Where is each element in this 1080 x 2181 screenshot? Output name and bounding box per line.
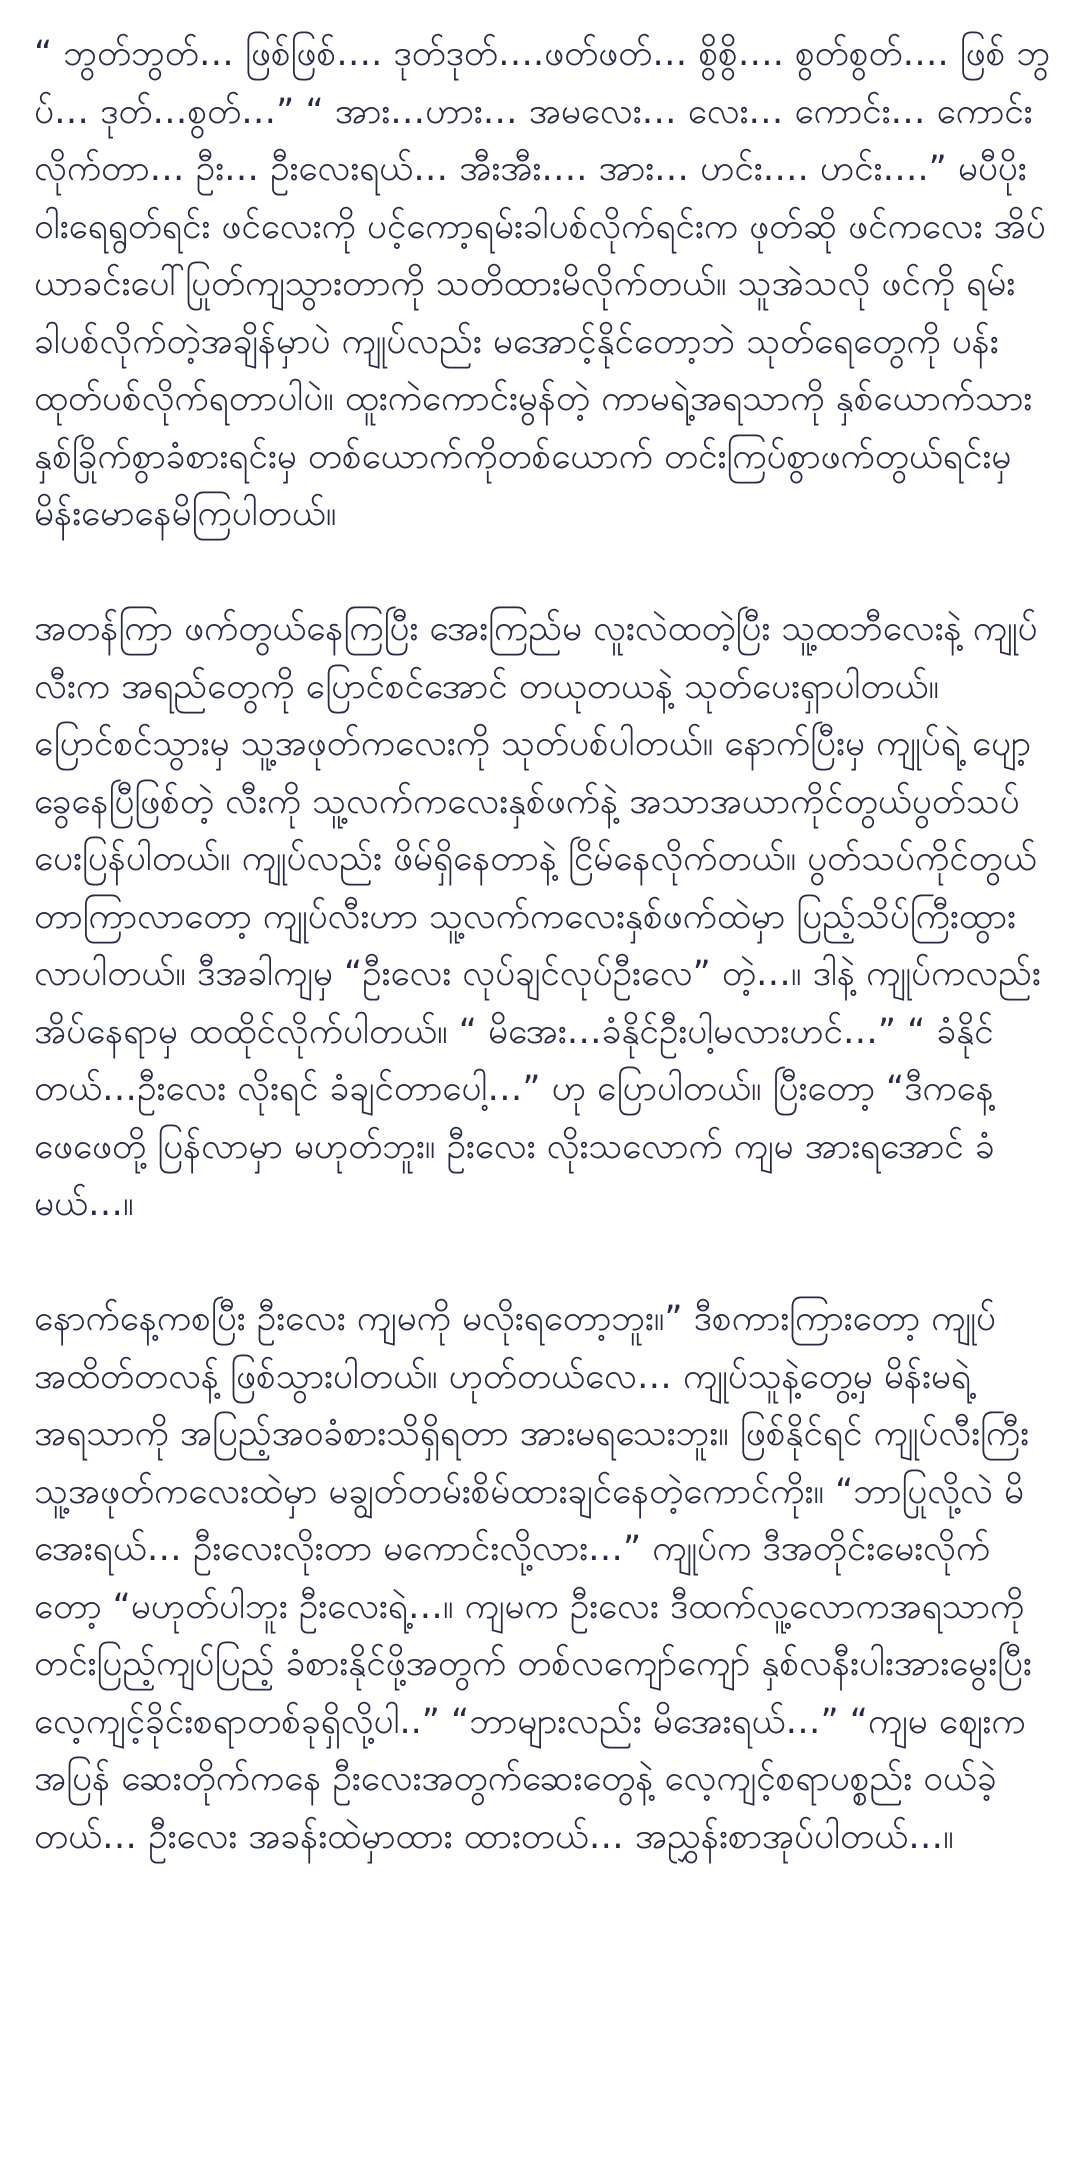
article-body: [34, 26, 1054, 1866]
paragraph-1: “ ဘွတ်ဘွတ်… ဖြစ်ဖြစ်…. ဒုတ်ဒုတ်….ဖတ်ဖတ်… စွိစွိ…. စွတ်စွတ်…. ဖြစ် ဘွပ်… ဒုတ်…စွတ်…” “ အား…ဟား… အမလေး… လေး… ကောင်း… ကောင်းလိုက်တာ… ဦး… ဦးလေးရယ်… အီးအီး…. အား… ဟင်း…. ဟင်း….” မပီပိုးဝါးရေရွတ်ရင်း ဖင်လေးကို ပင့်ကော့ရမ်းခါပစ်လိုက်ရင်းက ဖုတ်ဆို ဖင်ကလေး အိပ်ယာခင်းပေါ်ပြုတ်ကျသွားတာကို သတိထားမိလိုက်တယ်။ သူအဲသလို ဖင်ကို ရမ်းခါပစ်လိုက်တဲ့အချိန်မှာပဲ ကျုပ်လည်း မအောင့်နိုင်တော့ဘဲ သုတ်ရေတွေကို ပန်းထုတ်ပစ်လိုက်ရတာပါပဲ။ ထူးကဲကောင်းမွန်တဲ့ ကာမရဲ့အရသာကို နှစ်ယောက်သား နှစ်ခြိုက်စွာခံစားရင်းမှ တစ်ယောက်ကိုတစ်ယောက် တင်းကြပ်စွာဖက်တွယ်ရင်းမှ မိန်းမောနေမိကြပါတယ်။: [34, 34, 1051, 534]
paragraph-2: အတန်ကြာ ဖက်တွယ်နေကြပြီး အေးကြည်မ လူးလဲထတဲ့ပြီး သူ့ထဘီလေးနဲ့ ကျုပ်လီးက အရည်တွေကို ပြောင်စင်အောင် တယုတယနဲ့ သုတ်ပေးရှာပါတယ်။ ပြောင်စင်သွားမှ သူ့အဖုတ်ကလေးကို သုတ်ပစ်ပါတယ်။ နောက်ပြီးမှ ကျုပ်ရဲ့ ပျော့ခွေနေပြီဖြစ်တဲ့ လီးကို သူ့လက်ကလေးနှစ်ဖက်နဲ့ အသာအယာကိုင်တွယ်ပွတ်သပ်ပေးပြန်ပါတယ်။ ကျုပ်လည်း ဖိမ်ရှိနေတာနဲ့ ငြိမ်နေလိုက်တယ်။ ပွတ်သပ်ကိုင်တွယ်တာကြာလာတော့ ကျုပ်လီးဟာ သူ့လက်ကလေးနှစ်ဖက်ထဲမှာ ပြည့်သိပ်ကြီးထွားလာပါတယ်။ ဒီအခါကျမှ “ဦးလေး လုပ်ချင်လုပ်ဦးလေ” တဲ့…။ ဒါနဲ့ ကျုပ်ကလည်း အိပ်နေရာမှ ထထိုင်လိုက်ပါတယ်။ “ မိအေး…ခံနိုင်ဦးပါ့မလားဟင်…” “ ခံနိုင်တယ်…ဦးလေး လိုးရင် ခံချင်တာပေါ့…” ဟု ပြောပါတယ်။ ပြီးတော့ “ဒီကနေ့ ဖေဖေတို့ ပြန်လာမှာ မဟုတ်ဘူး။ ဦးလေး လိုးသလောက် ကျမ အားရအောင် ခံမယ်…။: [34, 609, 1041, 1224]
paragraph-3: နောက်နေ့ကစပြီး ဦးလေး ကျမကို မလိုးရတော့ဘူး။” ဒီစကားကြားတော့ ကျုပ်အထိတ်တလန့် ဖြစ်သွားပါတယ်။ ဟုတ်တယ်လေ… ကျုပ်သူနဲ့တွေ့မှ မိန်းမရဲ့ အရသာကို အပြည့်အဝခံစားသိရှိရတာ အားမရသေးဘူး။ ဖြစ်နိုင်ရင် ကျုပ်လီးကြီး သူ့အဖုတ်ကလေးထဲမှာ မချွတ်တမ်းစိမ်ထားချင်နေတဲ့ကောင်ကိုး။ “ဘာပြုလို့လဲ မိအေးရယ်… ဦးလေးလိုးတာ မကောင်းလို့လား…” ကျုပ်က ဒီအတိုင်းမေးလိုက်တော့ “မဟုတ်ပါဘူး ဦးလေးရဲ့…။ ကျမက ဦးလေး ဒီထက်လူ့လောကအရသာကို တင်းပြည့်ကျပ်ပြည့် ခံစားနိုင်ဖို့အတွက် တစ်လကျော်ကျော် နှစ်လနီးပါးအားမွေးပြီး လေ့ကျင့်ခိုင်းစရာတစ်ခုရှိလို့ပါ..” “ဘာများလည်း မိအေးရယ်…” “ကျမ ဈေးကအပြန် ဆေးတိုက်ကနေ ဦးလေးအတွက်ဆေးတွေနဲ့ လေ့ကျင့်စရာပစ္စည်း ဝယ်ခဲ့တယ်… ဦးလေး အခန်းထဲမှာထား ထားတယ်… အညွှန်းစာအုပ်ပါတယ်…။: [34, 1299, 1032, 1857]
